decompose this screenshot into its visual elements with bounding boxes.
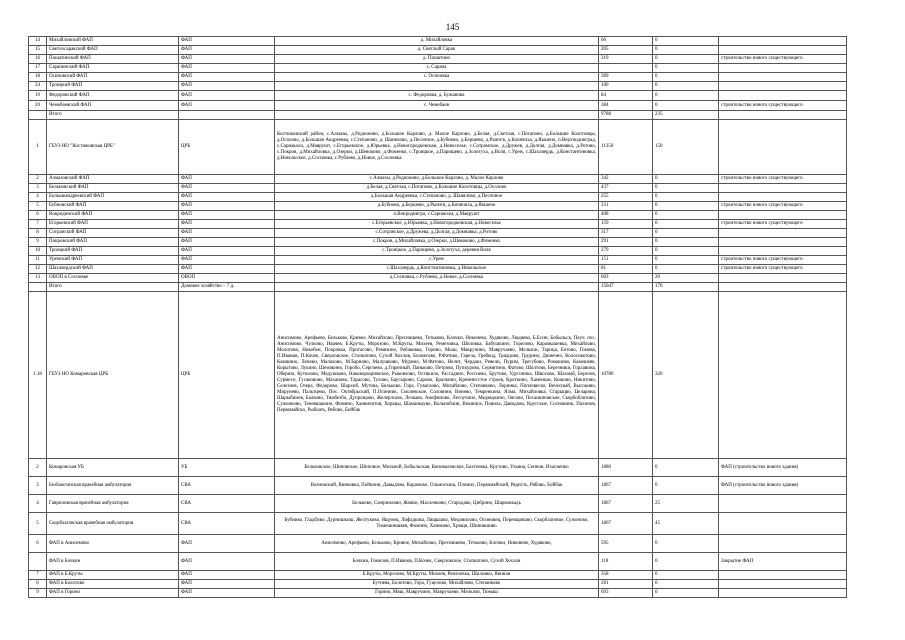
- service-area: Горино, Мяш, Мавручино, Мавручаево, Мелкачи, Тюмаш: [275, 589, 599, 598]
- facility-type: ЦРБ: [179, 120, 275, 175]
- service-area: Возновский, Винковка, Пойкинн, Давыдово, Карамово, Ольмоскиш, Пломих, Первомайский, Рядисть, Рябово, Бойбак: [275, 477, 599, 495]
- facility-type: СВА: [179, 495, 275, 513]
- population: 437: [599, 184, 653, 193]
- facility-type: ФАП: [179, 589, 275, 598]
- staff-count: 0: [653, 91, 719, 101]
- facility-name: Шахляердский ФАП: [47, 265, 179, 274]
- table-row: [29, 175, 847, 184]
- table-row: [29, 37, 847, 46]
- facility-name: Скорблаговская врачебная амбулатория: [47, 513, 179, 535]
- facility-type: ФАП: [179, 220, 275, 229]
- staff-count: 0: [653, 589, 719, 598]
- row-number: 4: [29, 495, 47, 513]
- facility-name: Егорьевский ФАП: [47, 220, 179, 229]
- staff-count: 0: [653, 571, 719, 580]
- service-area: Бутнева, Болотово, Гора, Гуцелово, Михайлово, Степанково: [275, 580, 599, 589]
- population: [599, 64, 653, 73]
- table-row: [29, 229, 847, 238]
- population: 1867: [599, 513, 653, 535]
- row-number: 6: [29, 535, 47, 553]
- staff-count: 0: [653, 73, 719, 82]
- table-row: [29, 202, 847, 211]
- population: 279: [599, 247, 653, 256]
- population: 1867: [599, 495, 653, 513]
- service-area: с.Покров, д.Михайловка, д.Озерки, д.Шевоково, д.Фоменко: [275, 238, 599, 247]
- facility-name: ФАП в Бочкин: [47, 553, 179, 571]
- row-number: 10: [29, 247, 47, 256]
- population: 118: [599, 553, 653, 571]
- service-area: [275, 283, 599, 292]
- staff-count: 45: [653, 513, 719, 535]
- table-row: [29, 256, 847, 265]
- facility-name: Сарапинский ФАП: [47, 64, 179, 73]
- facility-name: ФАП в Горино: [47, 589, 179, 598]
- facility-type: ФАП: [179, 571, 275, 580]
- facility-name: Светлосаракский ФАП: [47, 46, 179, 55]
- staff-count: 0: [653, 175, 719, 184]
- note: строительство нового существующего: [719, 175, 847, 184]
- row-number: 17: [29, 64, 47, 73]
- facility-type: СВА: [179, 477, 275, 495]
- facility-type: СВА: [179, 513, 275, 535]
- table-row: [29, 535, 847, 553]
- table-row: [29, 553, 847, 571]
- population: 159: [599, 220, 653, 229]
- facility-name: ФАП в Болотово: [47, 580, 179, 589]
- note: [719, 229, 847, 238]
- facility-name: Троицкий ФАП: [47, 247, 179, 256]
- service-area: Бельково, Смирнилово, Жовки, Масленково, Стародаво, Цибрино, Шарковкадь: [275, 495, 599, 513]
- staff-count: 320: [653, 292, 719, 459]
- staff-count: 0: [653, 101, 719, 111]
- facility-name: Алмазовский ФАП: [47, 175, 179, 184]
- note: строительство нового существующего: [719, 220, 847, 229]
- table-row: [29, 589, 847, 598]
- note: [719, 283, 847, 292]
- facility-name: Покровский ФАП: [47, 238, 179, 247]
- staff-count: 0: [653, 553, 719, 571]
- facility-type: ФАП: [179, 211, 275, 220]
- population: 693: [599, 589, 653, 598]
- row-number: 9: [29, 589, 47, 598]
- staff-count: 0: [653, 580, 719, 589]
- row-number: 2: [29, 459, 47, 477]
- staff-count: 0: [653, 256, 719, 265]
- population: 331: [599, 202, 653, 211]
- service-area: [275, 82, 599, 91]
- facility-name: Большеандреевский ФАП: [47, 193, 179, 202]
- staff-count: 0: [653, 184, 719, 193]
- population: 291: [599, 238, 653, 247]
- facility-type: ФАП: [179, 101, 275, 111]
- facility-name: ОВОП в Сосновке: [47, 274, 179, 283]
- facility-name: Пошатинский ФАП: [47, 55, 179, 64]
- population: 10780: [599, 292, 653, 459]
- service-area: Анисимово, Арефьево, Бельково, Кривое, Михайлово, Преснишево, Тетьково, Клочки, Никонево, Худяково,: [275, 535, 599, 553]
- facilities-table: [28, 36, 847, 598]
- facility-type: УБ: [179, 459, 275, 477]
- row-number: [29, 283, 47, 292]
- facility-name: Бубновский ФАП: [47, 202, 179, 211]
- note: строительство нового существующего: [719, 55, 847, 64]
- facility-type: ФАП: [179, 193, 275, 202]
- table-row: [29, 477, 847, 495]
- population: 603: [599, 274, 653, 283]
- table-row: [29, 111, 847, 120]
- facility-name: Чемебаевский ФАП: [47, 101, 179, 111]
- population: 100: [599, 82, 653, 91]
- population: 1880: [599, 459, 653, 477]
- note: строительство нового существующего: [719, 256, 847, 265]
- row-number: 3: [29, 184, 47, 193]
- table-row: [29, 64, 847, 73]
- facility-type: ФАП: [179, 580, 275, 589]
- row-number: 11: [29, 256, 47, 265]
- population: 255: [599, 193, 653, 202]
- facility-type: ФАП: [179, 82, 275, 91]
- table-row: [29, 91, 847, 101]
- population: 595: [599, 535, 653, 553]
- table-row: [29, 459, 847, 477]
- table-row: [29, 46, 847, 55]
- service-area: с. Чемебаев: [275, 101, 599, 111]
- row-number: 19: [29, 91, 47, 101]
- population: 317: [599, 229, 653, 238]
- note: [719, 73, 847, 82]
- row-number: 16: [29, 55, 47, 64]
- staff-count: 0: [653, 535, 719, 553]
- row-number: [29, 553, 47, 571]
- table-row: [29, 193, 847, 202]
- facility-type: ФАП: [179, 247, 275, 256]
- staff-count: 0: [653, 55, 719, 64]
- note: [719, 535, 847, 553]
- row-number: 2: [29, 175, 47, 184]
- facility-type: ФАП: [179, 46, 275, 55]
- row-number: 20: [29, 101, 47, 111]
- table-row: [29, 274, 847, 283]
- note: ФАП (строительство нового здания): [719, 459, 847, 477]
- population: 342: [599, 175, 653, 184]
- note: строительство нового существующего: [719, 101, 847, 111]
- facility-name: ФАП в Б.Круты: [47, 571, 179, 580]
- row-number: 7: [29, 571, 47, 580]
- row-number: 5: [29, 202, 47, 211]
- note: строительство нового существующего: [719, 265, 847, 274]
- facility-name: Михайловский ФАП: [47, 37, 179, 46]
- note: ФАП (строительство нового здания): [719, 477, 847, 495]
- table-row: [29, 184, 847, 193]
- staff-count: 235: [653, 111, 719, 120]
- facility-type: ФАП: [179, 55, 275, 64]
- row-number: 5: [29, 513, 47, 535]
- staff-count: 25: [653, 495, 719, 513]
- population: 408: [599, 211, 653, 220]
- note: [719, 184, 847, 193]
- row-number: 13: [29, 274, 47, 283]
- table-row: [29, 283, 847, 292]
- facility-name: Осиповский ФАП: [47, 73, 179, 82]
- note: Закрытие ФАП: [719, 553, 847, 571]
- facility-type: ОВОП: [179, 274, 275, 283]
- note: [719, 247, 847, 256]
- row-number: [29, 111, 47, 120]
- note: [719, 111, 847, 120]
- staff-count: 0: [653, 37, 719, 46]
- row-number: 1: [29, 120, 47, 175]
- staff-count: 0: [653, 64, 719, 73]
- facility-name: Федоровский ФАП: [47, 91, 179, 101]
- note: [719, 64, 847, 73]
- facility-type: Домовое хозяйство – 7 д.: [179, 283, 275, 292]
- note: [719, 589, 847, 598]
- facility-name: ФАП в Анисимово: [47, 535, 179, 553]
- table-row: [29, 101, 847, 111]
- population: 84: [599, 91, 653, 101]
- facility-name: Сотранский ФАП: [47, 229, 179, 238]
- service-area: Костюковский район, с.Алмазы, д.Родионово, д.Большое Карлово, д. Малое Карлово, д.Белая, д.Светлая, с.Потапово, д.Большие Колотовцы, д.Осолово, д.Большая Андреевка, с.Степаново, д. Шанялово, д.Песочное, д.Бубново, д.Бершево, д.Рынзгв, д.Копячиха, д.Якшено, п.Верхнодинград, с.Сарнакхеа, д.Маврушт, с.Егорьевское, д.Юрьевка, д.Новогородковская, д.Новоселье, с.Сотрамское, д.Дружев, д.Долгая, д.Домнавка, д.Ротово, с.Покров, д.Михайловка, д.Озерки, д.Шевоково, д.Фоменко, с.Троицкое, д.Парищево, д.Золотуха, д.Воля, с.Урем, с.Шахляердь, д.Константиновка, д.Никольское, д.Сосновка, с.Рублево, д.Новое, д.Сосновка: [275, 120, 599, 175]
- page-number: 145: [445, 22, 460, 32]
- note: [719, 120, 847, 175]
- row-number: 24: [29, 82, 47, 91]
- facility-type: ФАП: [179, 256, 275, 265]
- row-number: 3: [29, 477, 47, 495]
- population: 281: [599, 580, 653, 589]
- facility-type: ФАП: [179, 184, 275, 193]
- facility-type: ФАП: [179, 553, 275, 571]
- note: [719, 211, 847, 220]
- service-area: с.Урем: [275, 256, 599, 265]
- row-number: 9: [29, 238, 47, 247]
- row-number: 1.18: [29, 292, 47, 459]
- service-area: [275, 111, 599, 120]
- note: [719, 513, 847, 535]
- population: 81: [599, 265, 653, 274]
- staff-count: 170: [653, 283, 719, 292]
- table-row: [29, 571, 847, 580]
- table-row: [29, 265, 847, 274]
- service-area: д.Бубново, д.Бершево, д.Рынзгв, д.Копячиха, д.Якшено: [275, 202, 599, 211]
- table-row: [29, 513, 847, 535]
- population: 151: [599, 256, 653, 265]
- note: [719, 292, 847, 459]
- population: 11350: [599, 120, 653, 175]
- service-area: Бельковское, Шиповское, Шиповое, Мельной, Бобыльская, Коноваловское, Бахтоевка, Крутово, Ульяна, Сеннов, Ихасиенко: [275, 459, 599, 477]
- facility-type: ФАП: [179, 37, 275, 46]
- facility-type: ФАП: [179, 265, 275, 274]
- table-row: [29, 292, 847, 459]
- staff-count: 0: [653, 202, 719, 211]
- table-row: [29, 495, 847, 513]
- service-area: с.Троицкое, д.Парищево, д.Золотуха, деревня Воля: [275, 247, 599, 256]
- service-area: Бочкин, Гомилов, П.Иванов, П.Кочек, Сверловское, Стопкатово, Сухой Хохлов: [275, 553, 599, 571]
- note: [719, 274, 847, 283]
- row-number: 8: [29, 580, 47, 589]
- row-number: 12: [29, 265, 47, 274]
- service-area: с.Алмазы, д.Родионово, д.Большое Карлово, д. Малое Карлово: [275, 175, 599, 184]
- service-area: с. Федоровка, д. Бужанова: [275, 91, 599, 101]
- population: 384: [599, 101, 653, 111]
- staff-count: 0: [653, 477, 719, 495]
- service-area: д.Сосновка, с.Рублево, д.Новое, д.Сосновка: [275, 274, 599, 283]
- table-row: [29, 73, 847, 82]
- facility-name: Троицкий ФАП: [47, 82, 179, 91]
- facility-name: Итого: [47, 111, 179, 120]
- note: [719, 193, 847, 202]
- facility-name: Безбажгинская врачебная амбулатория: [47, 477, 179, 495]
- table-row: [29, 220, 847, 229]
- row-number: 15: [29, 46, 47, 55]
- facility-name: Итого: [47, 283, 179, 292]
- table-row: [29, 247, 847, 256]
- facility-type: ФАП: [179, 202, 275, 211]
- service-area: с. Осиповка: [275, 73, 599, 82]
- staff-count: 20: [653, 274, 719, 283]
- population: 9788: [599, 111, 653, 120]
- facility-type: ФАП: [179, 535, 275, 553]
- note: [719, 46, 847, 55]
- row-number: 18: [29, 73, 47, 82]
- facility-type: ФАП: [179, 175, 275, 184]
- population: 66: [599, 37, 653, 46]
- service-area: п.Вокродингра, с.Сарнакхеа, д.Маврушт: [275, 211, 599, 220]
- table-row: [29, 120, 847, 175]
- facility-type: ФАП: [179, 238, 275, 247]
- row-number: 14: [29, 37, 47, 46]
- facility-name: Комаровская УБ: [47, 459, 179, 477]
- staff-count: 0: [653, 211, 719, 220]
- service-area: д.Большая Андреевка, с.Степаново, д. Шанялово, д.Песочное: [275, 193, 599, 202]
- staff-count: 0: [653, 247, 719, 256]
- facility-name: Уремский ФАП: [47, 256, 179, 265]
- population: 205: [599, 46, 653, 55]
- facility-type: ФАП: [179, 73, 275, 82]
- note: [719, 571, 847, 580]
- staff-count: 0: [653, 238, 719, 247]
- staff-count: 0: [653, 82, 719, 91]
- population: 389: [599, 73, 653, 82]
- staff-count: 150: [653, 120, 719, 175]
- staff-count: 0: [653, 265, 719, 274]
- population: 1867: [599, 477, 653, 495]
- note: [719, 91, 847, 101]
- facility-type: ЦРБ: [179, 292, 275, 459]
- facility-name: Бельновский ФАП: [47, 184, 179, 193]
- staff-count: 0: [653, 193, 719, 202]
- row-number: 7: [29, 220, 47, 229]
- facility-name: ГБУЗ НО "Костюковская ЦРБ": [47, 120, 179, 175]
- table-row: [29, 55, 847, 64]
- note: [719, 495, 847, 513]
- service-area: д. Пошатино: [275, 55, 599, 64]
- service-area: д. Светлый Сарак: [275, 46, 599, 55]
- row-number: 4: [29, 193, 47, 202]
- service-area: с.Шахляердь, д.Константиновка, д.Никольское: [275, 265, 599, 274]
- population: 15047: [599, 283, 653, 292]
- row-number: 6: [29, 211, 47, 220]
- service-area: Анисимово, Арефьево, Бельково, Кривое, Михайлово, Преснишево, Тетьково, Клочки, Никонево, Худяково, Людяево, Б.Есин, Бобыльск, Пеуч. пос. Анисимово, Чулково, Ивачев, Б.Круты, Морозово, М.Круты, Михеев, Ремезовка, Шиловка, Бабушкино, Горелово, Карамышевка, Михайлово, Молотово, Никобен, Покровка, Протасово, Ремязино, Ребаковка, Горино, Мыш, Мавручино, Мавручаево, Мелкачи, Тарица, Ботово, Гомова, П.Иванов, П.Кочек, Сверловское, Стопкатово, Сухой Хохлов, Боловсово, Р.Фатово, Гарела, Гребкод, Грядцово, Грудино, Дюнечно, Колосовотово, Камшино, Лепеки, Малахово, М.Барново, Малушково, Мурино, М.Фатово, Нелит, Чердакз, Ревели, Пурим, Трегубово, Ромашово, Камешевк, Корытово, Лукино, Шемякино, Горобо, Сергиево, д.Гирячный, Паньково, Петрово, Пупкурово, Сермятино, Фатово, Шолтово, Березники, Горлавина, Оберию, Кутюзово, Медушково, Наковороцновское, Рыковлово, Оствкило, Рассадино, Россиево, Брутово, Удугоника, Швосово, Шахмаб, Березов, Сурмесо, Гусаковово, Маханово, Тарасово, Тулово, Баусырово, Сарово, Бралкино, Кремнисстое строев, Кроткино, Хаменкае, Кошово, Никитово, Селезнев, Озера, Федорово, Шархиб, Мутова, Бельково, Гора, Гуваслово, Михайлово, Степанково, Лоринка, Поплевеско, Вечесный, Высокиво, Мирунево, Пальтцево, Пос. Октябрьский, П.Осинник, Смолевские, Соловнин, Винево, Темренкина, Ялма, Михайловка, Старыцво, Целаряна, Шарыбинов, Балково, Тимбезбо, Дупрощово, Желерлсаво, Лезкаво, Анефиново, Лесоучино, Медведкино, Оясово, Песашиновское, Скорбоблизово, Сужонково, Теневшакино, Фомино, Ханвичитов, Хорацы, Шаманкауво, Вольноблин, Вешниск, Повила, Давидово, Кругские, Сосновинк, Пахинов, Первомайско, Рыбоать, Рябово, Бойбак: [275, 292, 599, 459]
- facility-type: [179, 111, 275, 120]
- facility-type: ФАП: [179, 229, 275, 238]
- row-number: 8: [29, 229, 47, 238]
- note: [719, 82, 847, 91]
- facility-name: ГБУЗ НО Комаровская ЦРБ: [47, 292, 179, 459]
- service-area: д.Белая, д.Светлая, с.Потапово, д.Большие Колотовцы, д.Осолово: [275, 184, 599, 193]
- staff-count: 0: [653, 459, 719, 477]
- service-area: Б.Круты, Морозово, М.Круты, Михеев, Ремезовка, Шиловки, Явинаи: [275, 571, 599, 580]
- table-row: [29, 580, 847, 589]
- service-area: с.Егорьевское, д.Юрьевка, д.Новогородковская, д.Новоселье: [275, 220, 599, 229]
- service-area: д. Михайловка: [275, 37, 599, 46]
- table-row: [29, 211, 847, 220]
- table-row: [29, 238, 847, 247]
- staff-count: 0: [653, 229, 719, 238]
- staff-count: 0: [653, 220, 719, 229]
- population: 358: [599, 571, 653, 580]
- facility-type: ФАП: [179, 91, 275, 101]
- note: [719, 238, 847, 247]
- facility-name: Гавриловская врачебная амбулатория: [47, 495, 179, 513]
- service-area: с. Сарапа: [275, 64, 599, 73]
- service-area: с.Сотранское, д.Дружева, д.Долгая, д.Домнавка, д.Ротово: [275, 229, 599, 238]
- note: [719, 37, 847, 46]
- population: 319: [599, 55, 653, 64]
- note: строительство нового существующего: [719, 202, 847, 211]
- staff-count: 0: [653, 46, 719, 55]
- note: [719, 580, 847, 589]
- table-row: [29, 82, 847, 91]
- facility-name: Вокродинский ФАП: [47, 211, 179, 220]
- service-area: Бубнико, Гладбиво, Дурнишкиш, Желтуково, Ящувец, Лифадкиш, Лящышко, Медовилово, Осиновец, Перевщиково, Скорблаговое, Сужоново, Тимешиншвев, Фомино, Ханеково, Хрящи, Шинившиво: [275, 513, 599, 535]
- facility-type: ФАП: [179, 64, 275, 73]
